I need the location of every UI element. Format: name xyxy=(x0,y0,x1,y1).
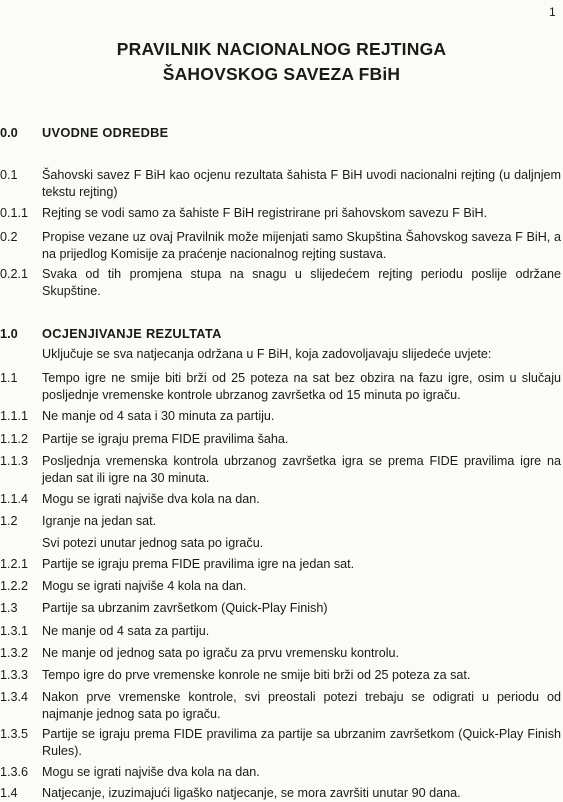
section-number: 1.3.2 xyxy=(0,646,29,660)
section-number: 1.3.6 xyxy=(0,765,29,779)
section-text: Tempo igre do prve vremenske konrole ne smije biti brži od 25 poteza za sat. xyxy=(42,668,471,682)
section-text: Šahovski savez F BiH kao ocjenu rezultata šahista F BiH uvodi nacionalni rejting (u daljnjem tekstu rejting) xyxy=(42,168,561,199)
section-number: 1.3 xyxy=(0,601,18,615)
section-number: 0.0 xyxy=(0,125,18,140)
section-text: Natjecanje, izuzimajući ligaško natjecanje, se mora završiti unutar 90 dana. xyxy=(42,786,461,800)
section-number: 1.3.5 xyxy=(0,727,29,741)
section-number: 0.2.1 xyxy=(0,267,29,281)
section-number: 0.1.1 xyxy=(0,206,29,220)
title-line-2: ŠAHOVSKOG SAVEZA FBiH xyxy=(162,64,401,84)
section-number: 1.2.2 xyxy=(0,579,29,593)
section-number: 1.3.4 xyxy=(0,690,29,704)
section-text: Uključuje se sva natjecanja održana u F BiH, koja zadovoljavaju slijedeće uvjete: xyxy=(42,347,492,361)
section-number: 1.2.1 xyxy=(0,557,29,571)
page-number: 1 xyxy=(549,5,556,19)
section-number: 0.1 xyxy=(0,168,18,182)
section-text: Propise vezane uz ovaj Pravilnik može mijenjati samo Skupština Šahovskog saveza F BiH, a na prijedlog Komisije za praćenje nacionalnog rejting sustava. xyxy=(42,230,561,261)
section-text: Partije se igraju prema FIDE pravilima igre na jedan sat. xyxy=(42,557,355,571)
section-text: Ne manje od jednog sata po igraču za prvu vremensku kontrolu. xyxy=(42,646,400,660)
section-number: 1.2 xyxy=(0,514,18,528)
section-text: Tempo igre ne smije biti brži od 25 poteza na sat bez obzira na fazu igre, osim u slučaju posljednje vremenske kontrole ubrzanog završetka od 15 minuta po igraču. xyxy=(42,371,561,402)
section-text: Posljednja vremenska kontrola ubrzanog završetka igra se prema FIDE pravilima igre na jedan sat ili igre na 30 minuta. xyxy=(42,454,561,485)
section-number: 0.2 xyxy=(0,230,18,244)
section-text: Nakon prve vremenske kontrole, svi preostali potezi trebaju se odigrati u periodu od najmanje jednog sata po igraču. xyxy=(42,690,561,721)
section-number: 1.1.2 xyxy=(0,432,29,446)
section-text: Svi potezi unutar jednog sata po igraču. xyxy=(42,536,264,550)
section-text: Partije se igraju prema FIDE pravilima za partije sa ubrzanim završetkom (Quick-Play Finish Rules). xyxy=(42,727,561,758)
section-text: Svaka od tih promjena stupa na snagu u slijedećem rejting periodu poslije održane Skupštine. xyxy=(42,267,561,298)
section-text: Mogu se igrati najviše 4 kola na dan. xyxy=(42,579,247,593)
section-number: 1.1.1 xyxy=(0,409,29,423)
section-text: Ne manje od 4 sata i 30 minuta za partiju. xyxy=(42,409,275,423)
section-text: Igranje na jedan sat. xyxy=(42,514,157,528)
section-text: Mogu se igrati najviše dva kola na dan. xyxy=(42,492,260,506)
section-number: 1.4 xyxy=(0,786,18,800)
section-number: 1.3.3 xyxy=(0,668,29,682)
section-text: UVODNE ODREDBE xyxy=(42,125,169,140)
section-text: Rejting se vodi samo za šahiste F BiH registrirane pri šahovskom savezu F BiH. xyxy=(42,206,488,220)
section-text: Partije sa ubrzanim završetkom (Quick-Play Finish) xyxy=(42,601,328,615)
page-title xyxy=(0,37,563,87)
section-number: 1.1.4 xyxy=(0,492,29,506)
title-line-1: PRAVILNIK NACIONALNOG REJTINGA xyxy=(116,39,447,59)
section-number: 1.1 xyxy=(0,371,18,385)
section-number: 1.1.3 xyxy=(0,454,29,468)
section-number: 1.0 xyxy=(0,326,18,341)
section-number: 1.3.1 xyxy=(0,624,29,638)
section-text: Mogu se igrati najviše dva kola na dan. xyxy=(42,765,260,779)
section-text: Ne manje od 4 sata za partiju. xyxy=(42,624,210,638)
section-text: Partije se igraju prema FIDE pravilima šaha. xyxy=(42,432,289,446)
section-text: OCJENJIVANJE REZULTATA xyxy=(42,326,222,341)
